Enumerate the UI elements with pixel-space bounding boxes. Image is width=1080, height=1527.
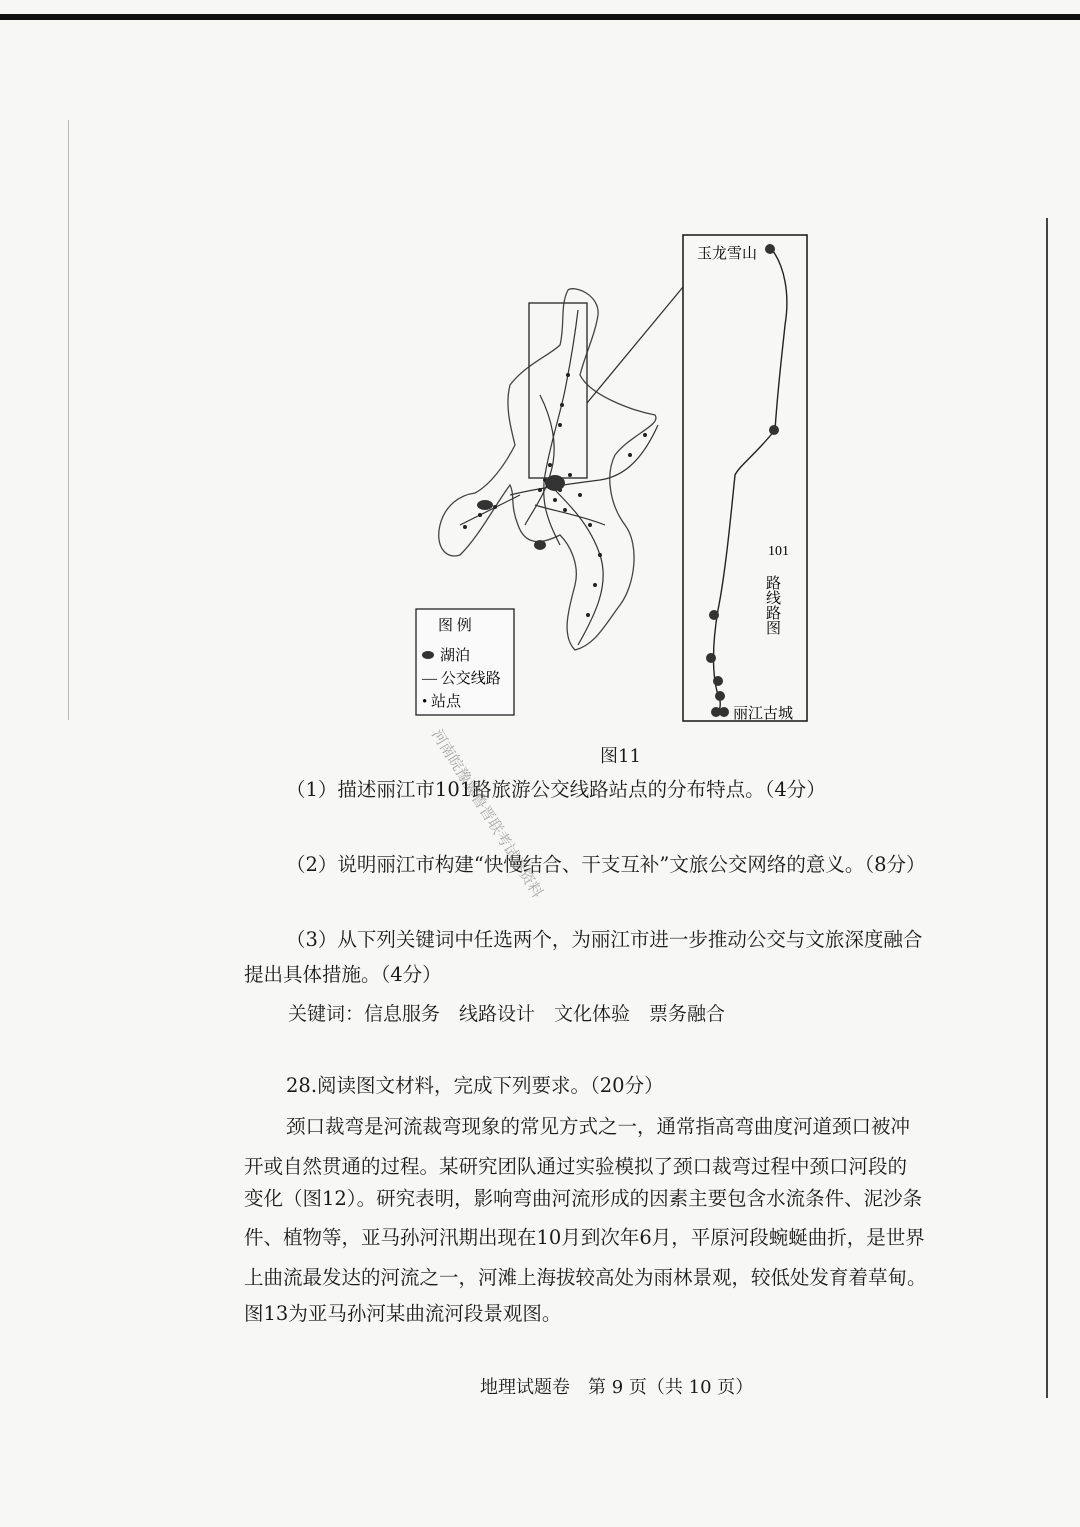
inset-frame	[683, 235, 807, 721]
q28-line-2: 开或自然贯通的过程。某研究团队通过实验模拟了颈口裁弯过程中颈口河段的	[244, 1155, 908, 1178]
q28-line-6: 图13为亚马孙河某曲流河段景观图。	[244, 1302, 562, 1325]
q28-line-5: 上曲流最发达的河流之一，河滩上海拔较高处为雨林景观，较低处发育着草甸。	[244, 1266, 927, 1289]
watermark: 河南皖豫冀鲁晋联考试卷资料	[428, 726, 547, 901]
q28-line-4: 件、植物等，亚马孙河汛期出现在10月到次年6月，平原河段蜿蜒曲折，是世界	[244, 1226, 925, 1249]
legend-lake-icon	[422, 651, 434, 659]
legend-bus-route: — 公交线路	[422, 671, 501, 687]
figure-caption: 图11	[600, 746, 641, 767]
inset-route-label: 路线路图	[764, 575, 780, 635]
bus-stops	[463, 373, 647, 617]
legend-title: 图 例	[438, 618, 472, 634]
route-101-line	[714, 247, 787, 713]
page-footer: 地理试题卷 第 9 页（共 10 页）	[480, 1377, 754, 1398]
inset-bottom-label: 丽江古城	[733, 706, 794, 722]
legend-lake: 湖泊	[440, 648, 471, 664]
scan-right-edge	[1046, 218, 1048, 1398]
scan-top-border	[0, 14, 1080, 20]
inset-route-number: 101	[768, 544, 789, 559]
keywords: 关键词：信息服务 线路设计 文化体验 票务融合	[288, 1003, 726, 1025]
route-101-stops	[706, 244, 779, 717]
region-outline	[439, 289, 656, 650]
question-3-line2: 提出具体措施。（4分）	[244, 963, 442, 986]
figure-11-map	[400, 225, 820, 730]
question-1: （1）描述丽江市101路旅游公交线路站点的分布特点。（4分）	[286, 778, 826, 801]
inset-top-label: 玉龙雪山	[697, 246, 758, 262]
q28-line-1: 颈口裁弯是河流裁弯现象的常见方式之一，通常指高弯曲度河道颈口被冲	[286, 1115, 911, 1138]
scan-left-edge	[68, 120, 69, 720]
question-2: （2）说明丽江市构建“快慢结合、干支互补”文旅公交网络的意义。（8分）	[286, 853, 926, 876]
question-3-line1: （3）从下列关键词中任选两个，为丽江市进一步推动公交与文旅深度融合	[286, 928, 923, 951]
zoom-rectangle	[529, 303, 587, 478]
q28-line-3: 变化（图12）。研究表明，影响弯曲河流形成的因素主要包含水流条件、泥沙条	[244, 1187, 923, 1210]
legend-stop: • 站点	[422, 694, 462, 710]
q28-title: 28.阅读图文材料，完成下列要求。（20分）	[286, 1074, 664, 1097]
